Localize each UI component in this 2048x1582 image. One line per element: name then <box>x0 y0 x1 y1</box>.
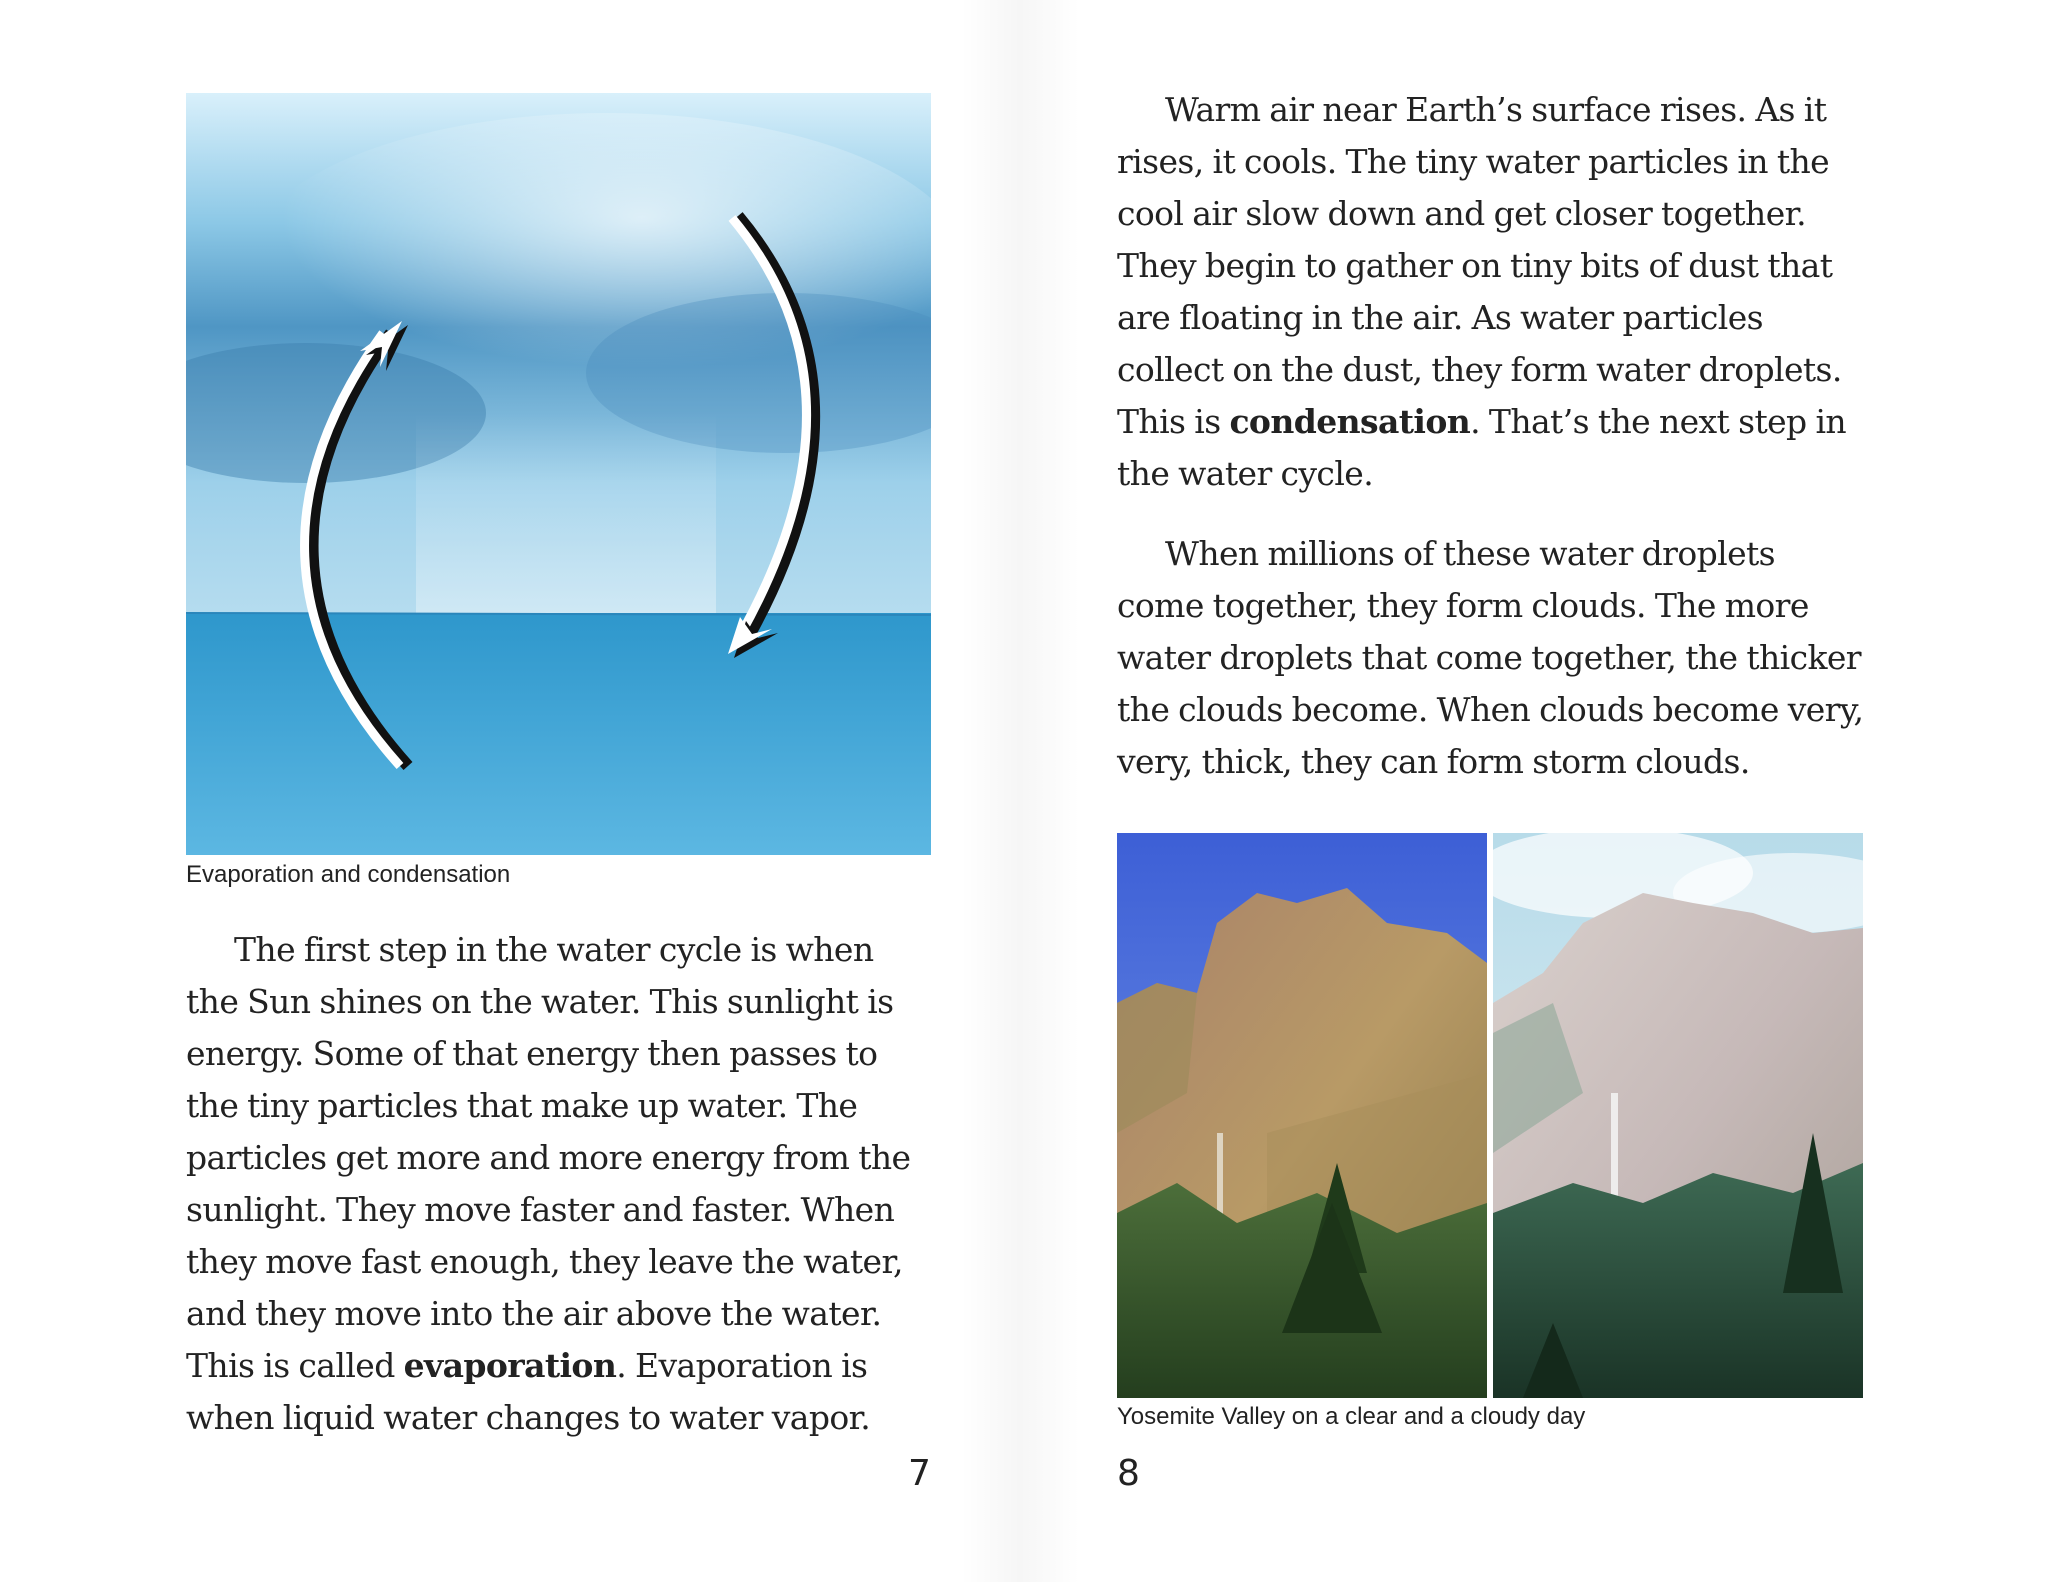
text-line: the clouds become. When clouds become very, <box>1117 690 1864 729</box>
text-line: water droplets that come together, the thicker <box>1117 638 1861 677</box>
text-run: . Evaporation is <box>616 1346 868 1385</box>
text-line: the Sun shines on the water. This sunlight is <box>186 982 894 1021</box>
yosemite-cloudy-day-photo <box>1493 833 1863 1398</box>
text-line: rises, it cools. The tiny water particles in the <box>1117 142 1830 181</box>
left-figure-caption: Evaporation and condensation <box>186 861 511 888</box>
text-line: the tiny particles that make up water. The <box>186 1086 858 1125</box>
text-line: sunlight. They move faster and faster. When <box>186 1190 895 1229</box>
text-line: particles get more and more energy from the <box>186 1138 911 1177</box>
page-number-left: 7 <box>908 1453 931 1494</box>
text-line: collect on the dust, they form water droplets. <box>1117 350 1842 389</box>
text-line: the water cycle. <box>1117 454 1374 493</box>
page-number-right: 8 <box>1117 1453 1140 1494</box>
vocabulary-term: evaporation <box>403 1346 617 1385</box>
text-line: come together, they form clouds. The more <box>1117 586 1809 625</box>
text-line: They begin to gather on tiny bits of dust that <box>1117 246 1833 285</box>
right-paragraph-2 <box>1117 528 1877 788</box>
text-run: . That’s the next step in <box>1470 402 1847 441</box>
evaporation-condensation-photo <box>186 93 931 855</box>
text-line: energy. Some of that energy then passes to <box>186 1034 878 1073</box>
text-line <box>1117 396 1877 448</box>
text-line: they move fast enough, they leave the water, <box>186 1242 903 1281</box>
vocabulary-term: condensation <box>1229 402 1471 441</box>
text-line: When millions of these water droplets <box>1165 534 1776 573</box>
text-run: This is <box>1117 402 1230 441</box>
text-line: The first step in the water cycle is when <box>234 930 874 969</box>
text-line: and they move into the air above the water. <box>186 1294 882 1333</box>
right-figure-caption: Yosemite Valley on a clear and a cloudy day <box>1117 1403 1586 1430</box>
text-line: very, thick, they can form storm clouds. <box>1117 742 1750 781</box>
text-run: This is called <box>186 1346 404 1385</box>
yosemite-clear-day-photo <box>1117 833 1487 1398</box>
right-paragraph-1 <box>1117 84 1877 500</box>
text-line: Warm air near Earth’s surface rises. As it <box>1165 90 1827 129</box>
text-line <box>186 1340 946 1392</box>
text-line: are floating in the air. As water particles <box>1117 298 1763 337</box>
page-gutter-shadow <box>960 0 1080 1582</box>
text-line: cool air slow down and get closer together. <box>1117 194 1807 233</box>
text-line: when liquid water changes to water vapor. <box>186 1398 871 1437</box>
left-paragraph <box>186 924 946 1444</box>
